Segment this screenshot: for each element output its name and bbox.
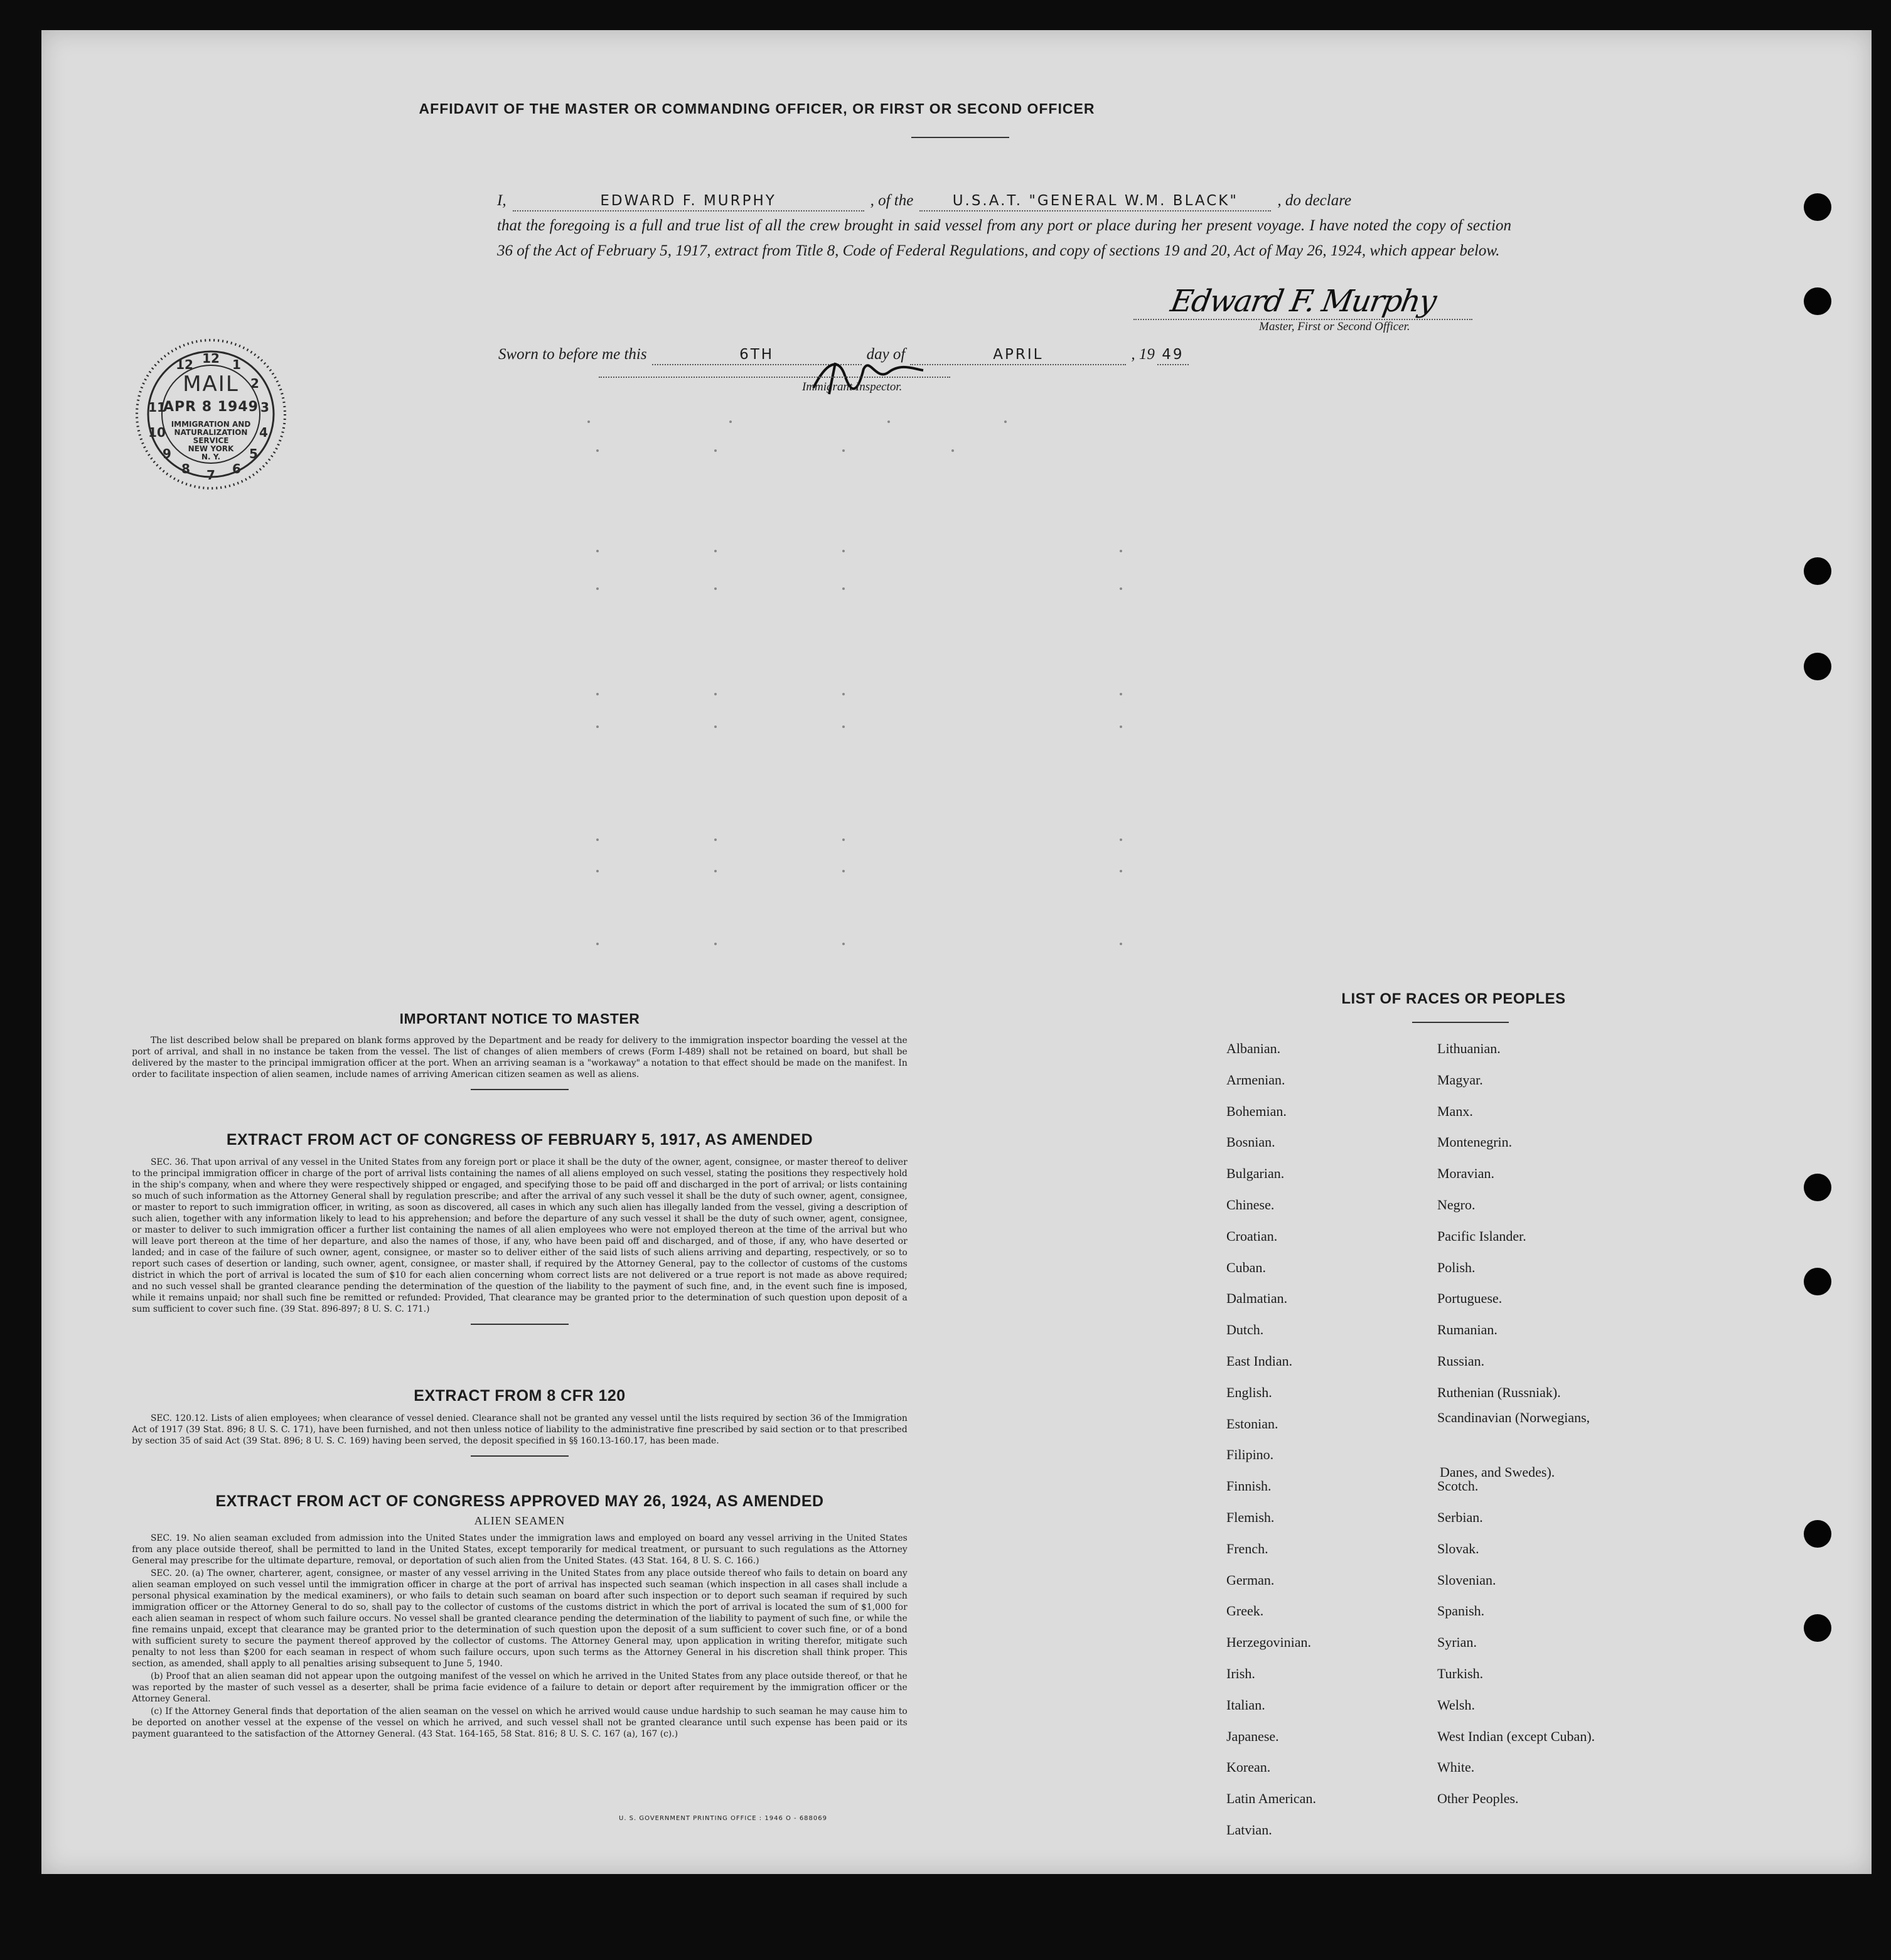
of-the-label: , of the [870,192,914,209]
race-item: Bulgarian. [1226,1165,1285,1182]
master-signature: Edward F. Murphy [1168,284,1438,319]
day-of-label: day of [866,346,906,363]
sworn-year-field: 49 [1157,345,1189,365]
race-item: Dutch. [1226,1322,1264,1338]
svg-text:10: 10 [148,425,166,440]
notice-title: IMPORTANT NOTICE TO MASTER [399,1010,640,1027]
race-item: West Indian (except Cuban). [1437,1728,1595,1744]
extract-1917-section [128,1131,911,1325]
race-item: Estonian. [1226,1415,1278,1432]
race-item: English. [1226,1384,1272,1400]
master-caption: Master, First or Second Officer. [1259,320,1410,333]
inspector-caption: Immigrant Inspector. [802,380,903,394]
races-rule [1412,1022,1509,1023]
svg-text:6: 6 [232,461,241,476]
svg-text:9: 9 [163,446,171,461]
year-prefix: , 19 [1131,346,1155,363]
stamp-mail-label: MAIL [183,372,239,397]
svg-text:3: 3 [260,400,269,415]
race-item: Portuguese. [1437,1290,1503,1307]
cfr-section [128,1387,911,1457]
vessel-name-field: U.S.A.T. "GENERAL W.M. BLACK" [919,191,1271,212]
dotted-guides-icon [41,30,1872,972]
race-item: Croatian. [1226,1228,1278,1244]
svg-text:8: 8 [181,461,190,476]
race-item: Slovak. [1437,1540,1479,1556]
extract-1924-paragraph: (b) Proof that an alien seaman did not appear upon the outgoing manifest of the vessel on which he arrived in the United States from any place outside thereof, or that he was reported by the master of such vessel as a deserter, shall be prima facie evidence of a failure to detain or deport after requirement by the immigration officer or the Attorney General. [132,1671,908,1704]
svg-text:5: 5 [249,446,258,461]
notice-text: The list described below shall be prepared on blank forms approved by the Department and be ready for delivery to the immigration inspector boarding the vessel at the port of arrival, and shall in no instance be taken from the vessel. The list of changes of alien members of crews (Form I-489) shall not be retained on board, but shall be delivered by the master to the principal immigration officer at the port. When an arriving seaman is a "workaway" a notation to that effect should be made on the manifest. In order to facilitate inspection of alien seamen, include names of arriving American citizen seamen as well as aliens. [132,1036,908,1079]
race-item: Other Peoples. [1437,1791,1519,1807]
extract-1924-subtitle: ALIEN SEAMEN [474,1514,565,1527]
race-item: Syrian. [1437,1634,1477,1651]
svg-text:7: 7 [206,468,215,483]
race-item: French. [1226,1540,1268,1556]
stamp-date: APR 8 1949 [163,399,259,415]
punch-hole [1804,1520,1831,1548]
race-item: Montenegrin. [1437,1134,1513,1150]
race-item: Scotch. [1437,1478,1479,1494]
extract-1917-title: EXTRACT FROM ACT OF CONGRESS OF FEBRUARY 5, 1917, AS AMENDED [226,1131,813,1149]
race-item: Serbian. [1437,1509,1483,1525]
extract-1924-paragraph: SEC. 19. No alien seaman excluded from admission into the United States under the immigration laws and employed on board any vessel arriving in the United States from any place outside thereof, shall be permitted to land in the United States, except temporarily for medical treatment, or pursuant to such regulations as the Attorney General may prescribe for the ultimate departure, removal, or deportation of such alien from the United States. (43 Stat. 164, 8 U. S. C. 166.) [132,1533,908,1566]
race-item: German. [1226,1572,1275,1588]
race-item: Greek. [1226,1603,1264,1619]
extract-1924-paragraph: SEC. 20. (a) The owner, charterer, agent, consignee, or master of any vessel arriving in the United States from any place outside thereof who fails to detain on board any alien seaman employed on such vessel until the immigration officer in charge at the port of arrival has inspected such seaman (which inspection in all cases shall include a personal physical examination by the medical examiners), or who fails to detain such seaman on board after such inspection or to deport such seaman if required by such immigration officer or the Attorney General to do so, shall pay to the collector of customs of the customs district in which the port of arrival is located the sum of $1,000 for each alien seaman in respect of whom such failure occurs. No vessel shall be granted clearance pending the determination of the liability to payment of such fine, or while the fine remains unpaid, except that clearance may be granted prior to the determination of such question upon the deposit of a sum sufficient to cover such fine, or of a bond with sufficient surety to secure the payment thereof approved by the collector of customs. The Attorney General may, upon application in writing therefor, mitigate such penalty to not less than $200 for each seaman in respect of whom such failure occurs, upon such terms as the Attorney General in his discretion shall think proper. This section, as amended, shall apply to all penalties arising subsequent to June 5, 1940. [132,1568,908,1669]
declare-label: , do declare [1277,192,1352,209]
race-item: Dalmatian. [1226,1290,1288,1307]
sworn-label: Sworn to before me this [498,346,647,363]
affidavit-title: AFFIDAVIT OF THE MASTER OR COMMANDING OFFICER, OR FIRST OR SECOND OFFICER [419,100,1095,117]
race-item: Korean. [1226,1759,1271,1775]
section-rule [471,1455,569,1457]
race-item: Moravian. [1437,1165,1495,1182]
races-title: LIST OF RACES OR PEOPLES [1341,990,1566,1007]
race-item: Japanese. [1226,1728,1279,1744]
punch-hole [1804,1614,1831,1642]
stamp-line: NEW YORK [188,444,234,453]
race-item: Lithuanian. [1437,1041,1501,1056]
race-item: Welsh. [1437,1696,1475,1713]
race-item: Flemish. [1226,1509,1275,1525]
race-item: White. [1437,1759,1475,1775]
svg-text:12: 12 [202,351,220,366]
race-item: Polish. [1437,1259,1476,1275]
race-item: Rumanian. [1437,1322,1497,1338]
race-item: Manx. [1437,1103,1473,1119]
section-rule [471,1324,569,1325]
race-item: Filipino. [1226,1447,1274,1463]
svg-text:1: 1 [232,357,241,372]
race-item: Ruthenian (Russniak). [1437,1384,1561,1400]
affidavit-body: that the foregoing is a full and true list of all the crew brought in said vessel from any port or place during her present voyage. I have noted the copy of section 36 of the Act of February 5, 1917, extract from Title 8, Code of Federal Regulations, and copy of sections 19 and 20, Act of May 26, 1924, which appear below. [497,217,1511,259]
race-item: Armenian. [1226,1071,1285,1088]
race-item: Latin American. [1226,1791,1316,1807]
extract-1917-text: SEC. 36. That upon arrival of any vessel in the United States from any foreign port or place it shall be the duty of the owner, agent, consignee, or master thereof to deliver to the principal immigration officer in charge of the port of arrival lists containing the names of all aliens employed on such vessel, stating the positions they respectively hold in the ship's company, when and where they were respectively shipped or engaged, and specifying those to be paid off and discharged in the port of arrival; or lists containing so much of such information as the Attorney General shall by regulation prescribe; and after the arrival of any such vessel it shall be the duty of such owner, agent, consignee, or master to report to such immigration officer, in writing, as soon as discovered, all cases in which any such alien has illegally landed from the vessel, giving a description of such alien, together with any information likely to lead to his apprehension; and before the departure of any such vessel it shall be the duty of such owner, agent, consignee, or master to deliver to such immigration officer a further list containing the names of all alien employees who were not employed thereon at the time of the arrival but who will leave port thereon at the time of her departure, and also the names of those, if any, who have been paid off and discharged, and of those, if any, who have deserted or landed; and in case of the failure of such owner, agent, consignee, or master so to deliver either of the said lists of such aliens arriving and departing, respectively, or so to report such cases of desertion or landing, such owner, agent, consignee, or master shall, if required by the Attorney General, pay to the collector of customs of the customs district in which the port of arrival is located the sum of $10 for each alien concerning whom correct lists are not delivered or a true report is not made as above required; and no such vessel shall be granted clearance pending the determination of the question of the liability to the payment of such fine, and, in the event such fine is imposed, while it remains unpaid; nor shall such fine be remitted or refunded: Provided, That clearance may be granted prior to the determination of such question upon deposit of a sum sufficient to cover such fine. (39 Stat. 896-897; 8 U. S. C. 171.) [132,1157,908,1314]
stamp-line: N. Y. [201,453,221,461]
race-item: Bohemian. [1226,1103,1287,1119]
race-item: Turkish. [1437,1666,1484,1681]
race-item: Negro. [1437,1197,1476,1213]
race-item: Italian. [1226,1696,1265,1713]
race-item: Finnish. [1226,1478,1272,1494]
extract-1924-paragraph: (c) If the Attorney General finds that deportation of the alien seaman on the vessel on which he arrived would cause undue hardship to such seaman he may cause him to be deported on another vessel at the expense of the vessel on which he arrived, and such vessel shall not be granted clearance until such expense has been paid or its payment guaranteed to the satisfaction of the Attorney General. (43 Stat. 164-165, 58 Stat. 816; 8 U. S. C. 167 (a), 167 (c).) [132,1706,908,1739]
cfr-title: EXTRACT FROM 8 CFR 120 [414,1387,626,1405]
race-item: Cuban. [1226,1259,1266,1275]
stamp-line: NATURALIZATION [174,428,248,437]
punch-hole [1804,1268,1831,1295]
sworn-day-field: 6TH [652,345,862,365]
extract-1924-title: EXTRACT FROM ACT OF CONGRESS APPROVED MAY 26, 1924, AS AMENDED [215,1492,824,1510]
race-item: Herzegovinian. [1226,1634,1311,1651]
race-item: Danes, and Swedes). [1440,1464,1555,1481]
punch-hole [1804,1174,1831,1201]
race-item: East Indian. [1226,1353,1293,1369]
race-item: Slovenian. [1437,1572,1496,1588]
document-page [41,30,1872,1874]
printing-office-imprint: U. S. GOVERNMENT PRINTING OFFICE : 1946 O - 688069 [619,1815,827,1822]
race-item: Bosnian. [1226,1134,1275,1150]
svg-text:2: 2 [250,376,259,391]
race-item: Latvian. [1226,1822,1272,1838]
extract-1924-section [128,1492,911,1741]
sworn-month-field: APRIL [910,345,1126,365]
cfr-text: SEC. 120.12. Lists of alien employees; when clearance of vessel denied. Clearance shall not be granted any vessel until the lists required by section 36 of the Immigration Act of 1917 (39 Stat. 896; 8 U. S. C. 171), have been furnished, and not then unless notice of liability to the administrative fine prescribed by said section or to that prescribed by section 35 of said Act (39 Stat. 896; 8 U. S. C. 169) having been served, the deposit specified in §§ 160.13-160.17, has been made. [132,1413,908,1446]
race-item: Scandinavian (Norwegians, [1437,1409,1590,1425]
race-item: Magyar. [1437,1071,1483,1088]
stamp-line: SERVICE [193,436,229,445]
race-item: Spanish. [1437,1603,1485,1619]
svg-text:12: 12 [176,357,193,372]
race-item: Albanian. [1226,1041,1281,1056]
notice-section [128,1010,911,1090]
race-item: Pacific Islander. [1437,1228,1526,1244]
race-item: Russian. [1437,1353,1485,1369]
affidavit-prefix: I, [497,192,506,209]
race-item: Irish. [1226,1666,1255,1681]
stamp-line: IMMIGRATION AND [171,420,251,429]
master-name-field: EDWARD F. MURPHY [513,191,864,212]
section-rule [471,1089,569,1090]
svg-text:4: 4 [259,425,268,440]
svg-text:11: 11 [148,400,166,415]
race-item: Chinese. [1226,1197,1275,1213]
